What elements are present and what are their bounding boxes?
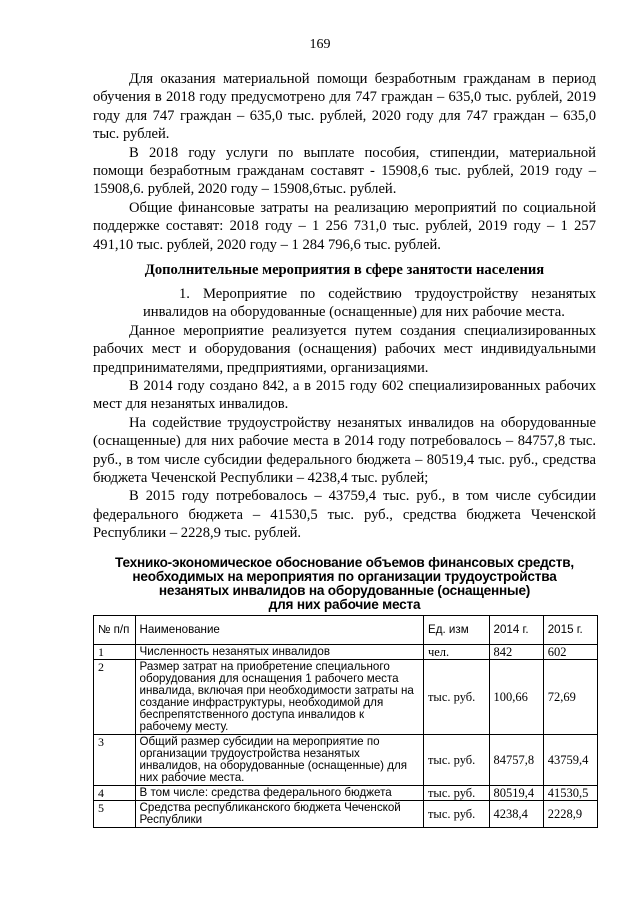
- table-row: [94, 801, 598, 828]
- table-row: [94, 786, 598, 801]
- table-title-line: Технико-экономическое обоснование объемов финансовых средств,: [115, 555, 574, 570]
- row-value-2014: 842: [489, 645, 543, 660]
- header-cell-name: Наименование: [135, 616, 423, 645]
- table-header-row: [94, 616, 598, 645]
- paragraph: На содействие трудоустройству незанятых инвалидов на оборудованные (оснащенные) для них рабочие места в 2014 году потребовалось – 84757,8 тыс. руб., в том числе субсидии федерального бюджета – 80519,4 тыс. руб., средства бюджета Чеченской Республики – 4238,4 тыс. рублей;: [93, 414, 596, 487]
- row-name: В том числе: средства федерального бюджета: [135, 786, 423, 801]
- row-name: Общий размер субсидии на мероприятие по организации трудоустройства незанятых инвалидов, на оборудованные (оснащенные) для них рабочие места.: [135, 735, 423, 786]
- header-cell-2015: 2015 г.: [543, 616, 597, 645]
- row-value-2015: 72,69: [543, 660, 597, 735]
- list-item: 1. Мероприятие по содействию трудоустройству незанятых инвалидов на оборудованные (оснащенные) для них рабочие места.: [143, 286, 596, 321]
- row-unit: чел.: [423, 645, 489, 660]
- header-cell-unit: Ед. изм: [423, 616, 489, 645]
- row-value-2014: 80519,4: [489, 786, 543, 801]
- table-row: [94, 645, 598, 660]
- row-value-2014: 100,66: [489, 660, 543, 735]
- row-value-2015: 602: [543, 645, 597, 660]
- paragraph: В 2014 году создано 842, а в 2015 году 602 специализированных рабочих мест для незанятых инвалидов.: [93, 378, 596, 413]
- data-table: [93, 615, 598, 828]
- paragraph: В 2015 году потребовалось – 43759,4 тыс. руб., в том числе субсидии федерального бюджета – 41530,5 тыс. руб., средства бюджета Чеченской Республики – 2228,9 тыс. рублей.: [93, 488, 596, 542]
- table-title-line: незанятых инвалидов на оборудованные (оснащенные): [158, 583, 531, 598]
- paragraph: В 2018 году услуги по выплате пособия, стипендии, материальной помощи безработным гражданам составят - 15908,6 тыс. рублей, 2019 году – 15908,6. рублей, 2020 году – 15908,6тыс. рублей.: [93, 144, 596, 198]
- row-unit: тыс. руб.: [423, 786, 489, 801]
- row-unit: тыс. руб.: [423, 801, 489, 828]
- row-unit: тыс. руб.: [423, 660, 489, 735]
- table-row: [94, 660, 598, 735]
- row-value-2014: 4238,4: [489, 801, 543, 828]
- table-title-line: для них рабочие места: [268, 597, 421, 612]
- row-name: Средства республиканского бюджета Чеченской Республики: [135, 801, 423, 828]
- header-cell-2014: 2014 г.: [489, 616, 543, 645]
- table-title-line: необходимых на мероприятия по организации трудоустройства: [132, 569, 557, 584]
- header-cell-number: № п/п: [94, 616, 136, 645]
- page-number: 169: [309, 37, 331, 52]
- paragraph: Общие финансовые затраты на реализацию мероприятий по социальной поддержке составят: 2018 году – 1 256 731,0 тыс. рублей, 2019 году – 1 257 491,10 тыс. рублей, 2020 году – 1 284 796,6 тыс. рублей.: [93, 199, 596, 253]
- top-text-block: [93, 70, 596, 254]
- section-heading: Дополнительные мероприятия в сфере занятости населения: [144, 262, 545, 278]
- row-name: Размер затрат на приобретение специального оборудования для оснащения 1 рабочего места инвалида, включая при необходимости затраты на создание инфраструктуры, необходимой для беспрепятственного доступа инвалидов к рабочему месту.: [135, 660, 423, 735]
- row-value-2015: 43759,4: [543, 735, 597, 786]
- row-number: 2: [94, 660, 136, 735]
- row-name: Численность незанятых инвалидов: [135, 645, 423, 660]
- row-unit: тыс. руб.: [423, 735, 489, 786]
- mid-text-block: [93, 285, 596, 543]
- row-number: 1: [94, 645, 136, 660]
- row-number: 3: [94, 735, 136, 786]
- row-value-2014: 84757,8: [489, 735, 543, 786]
- row-value-2015: 41530,5: [543, 786, 597, 801]
- paragraph: Данное мероприятие реализуется путем создания специализированных рабочих мест и оборудования (оснащения) рабочих мест индивидуальными предпринимателями, предприятиями, организациями.: [93, 322, 596, 376]
- table-title: [93, 556, 596, 612]
- row-number: 4: [94, 786, 136, 801]
- row-value-2015: 2228,9: [543, 801, 597, 828]
- row-number: 5: [94, 801, 136, 828]
- table-row: [94, 735, 598, 786]
- paragraph: Для оказания материальной помощи безработным гражданам в период обучения в 2018 году предусмотрено для 747 граждан – 635,0 тыс. рублей, 2019 году для 747 граждан – 635,0 тыс. рублей, 2020 году для 747 граждан – 635,0 тыс. рублей.: [93, 71, 596, 143]
